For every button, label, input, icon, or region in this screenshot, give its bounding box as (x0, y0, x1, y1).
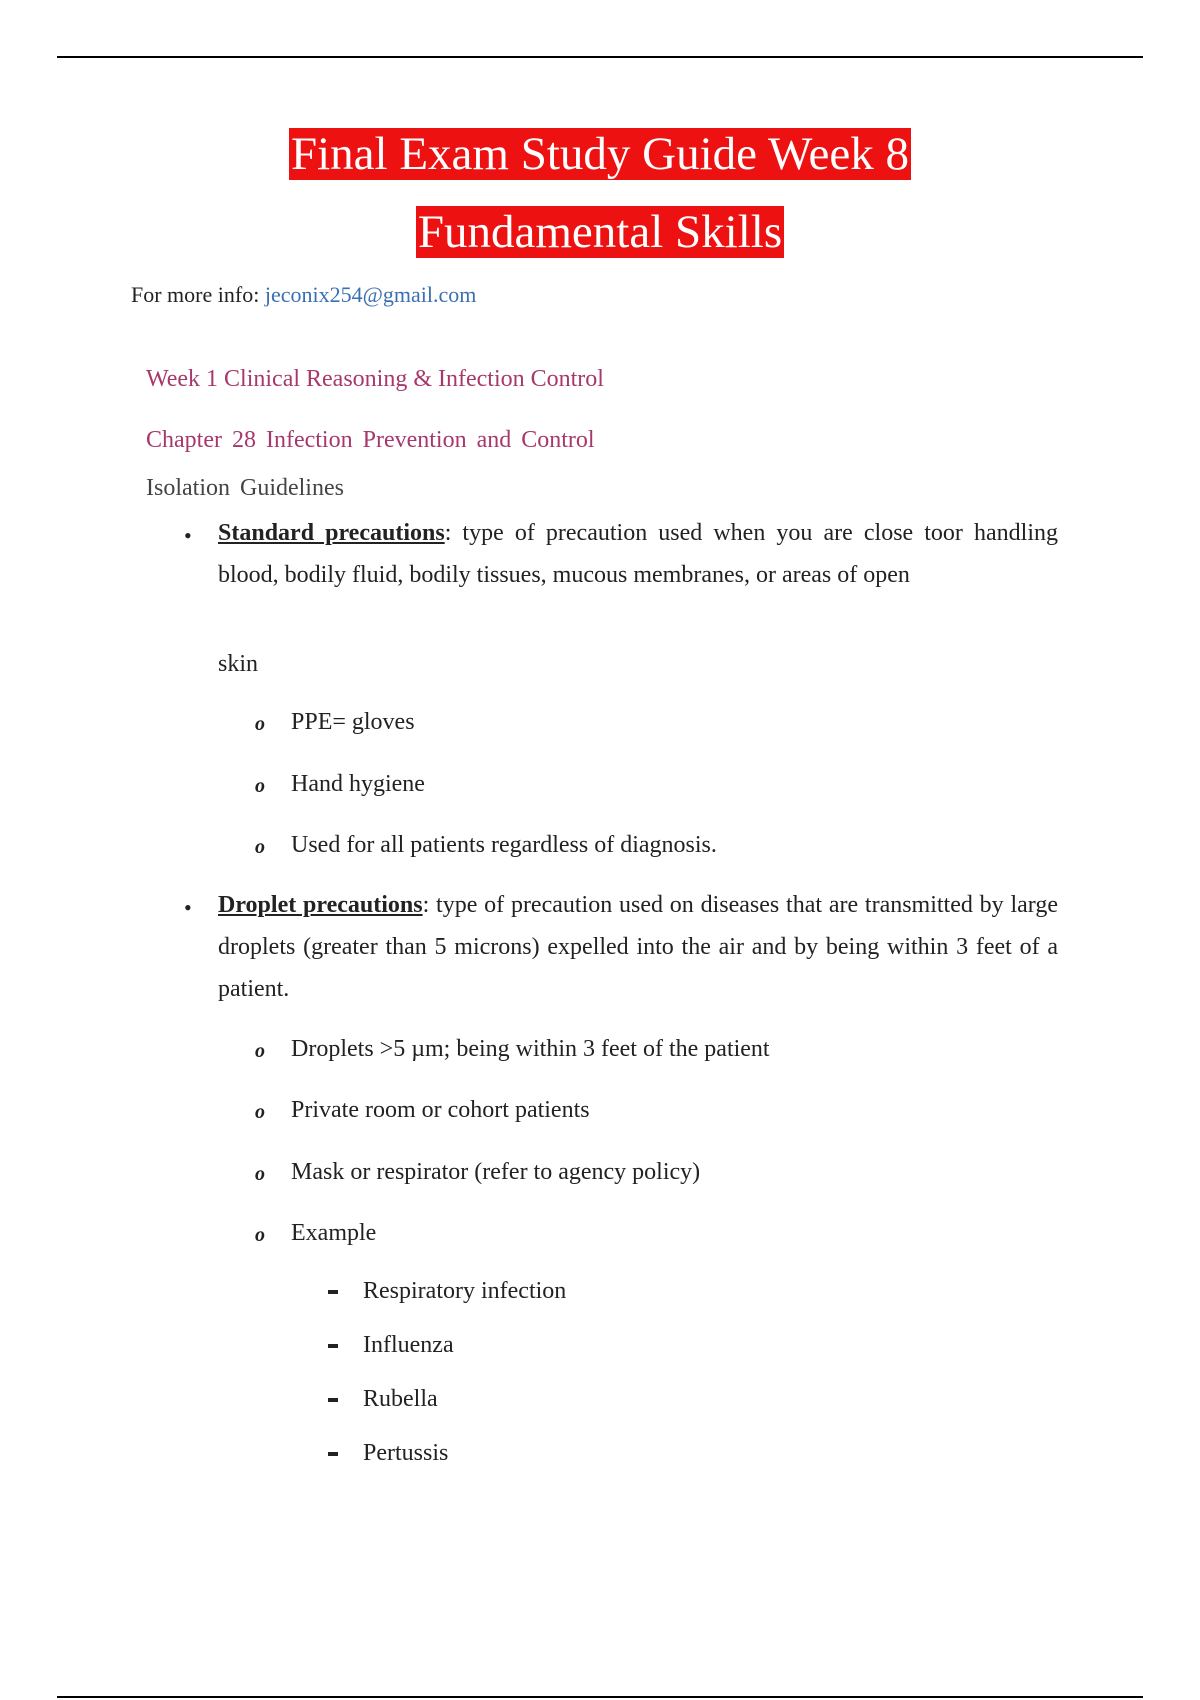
dash-marker-1 (328, 1290, 338, 1294)
droplet-desc: : type of precaution used on diseases that are transmitted by large droplets (greater than 5 microns) expelled into the air and by being within 3 feet of a patient. (218, 892, 1058, 1002)
bottom-rule (57, 1696, 1143, 1698)
dash-marker-4 (328, 1452, 338, 1456)
bullet-droplet: • (184, 895, 192, 920)
title-line-2: Fundamental Skills (417, 206, 783, 258)
example-item-1: Respiratory infection (363, 1278, 567, 1304)
example-item-4: Pertussis (363, 1440, 449, 1466)
chapter-heading: Chapter 28 Infection Prevention and Control (146, 427, 595, 453)
dash-marker-3 (328, 1398, 338, 1402)
standard-item-3: Used for all patients regardless of diagnosis. (291, 832, 717, 858)
info-label: For more info: (131, 282, 265, 307)
sub-marker-5: o (255, 1101, 265, 1123)
sub-marker-2: o (255, 775, 265, 797)
bullet-standard: • (184, 523, 192, 548)
droplet-item-1: Droplets >5 µm; being within 3 feet of the patient (291, 1036, 770, 1062)
droplet-item-4: Example (291, 1220, 377, 1246)
info-line (131, 282, 476, 308)
top-rule (57, 56, 1143, 58)
standard-paragraph (218, 512, 1058, 596)
title-line-1: Final Exam Study Guide Week 8 (290, 128, 910, 180)
standard-item-2: Hand hygiene (291, 771, 425, 797)
sub-marker-7: o (255, 1224, 265, 1246)
droplet-term: Droplet precautions (218, 892, 423, 918)
dash-marker-2 (328, 1344, 338, 1348)
standard-item-1: PPE= gloves (291, 709, 415, 735)
section-heading: Isolation Guidelines (146, 475, 344, 501)
droplet-item-3: Mask or respirator (refer to agency policy) (291, 1159, 701, 1185)
example-item-3: Rubella (363, 1386, 438, 1412)
email-link[interactable]: jeconix254@gmail.com (264, 282, 477, 307)
sub-marker-6: o (255, 1163, 265, 1185)
week-heading: Week 1 Clinical Reasoning & Infection Control (146, 366, 604, 392)
standard-term: Standard precautions (218, 520, 445, 546)
droplet-paragraph (218, 884, 1058, 1010)
droplet-item-2: Private room or cohort patients (291, 1097, 590, 1123)
sub-marker-3: o (255, 836, 265, 858)
example-item-2: Influenza (363, 1332, 454, 1358)
title-line-1-wrap (0, 128, 1200, 180)
standard-desc-tail: skin (218, 651, 259, 677)
sub-marker-1: o (255, 713, 265, 735)
standard-desc: : type of precaution used when you are close toor handling blood, bodily fluid, bodily tissues, mucous membranes, or areas of open (218, 520, 1058, 588)
title-line-2-wrap (0, 206, 1200, 258)
sub-marker-4: o (255, 1040, 265, 1062)
